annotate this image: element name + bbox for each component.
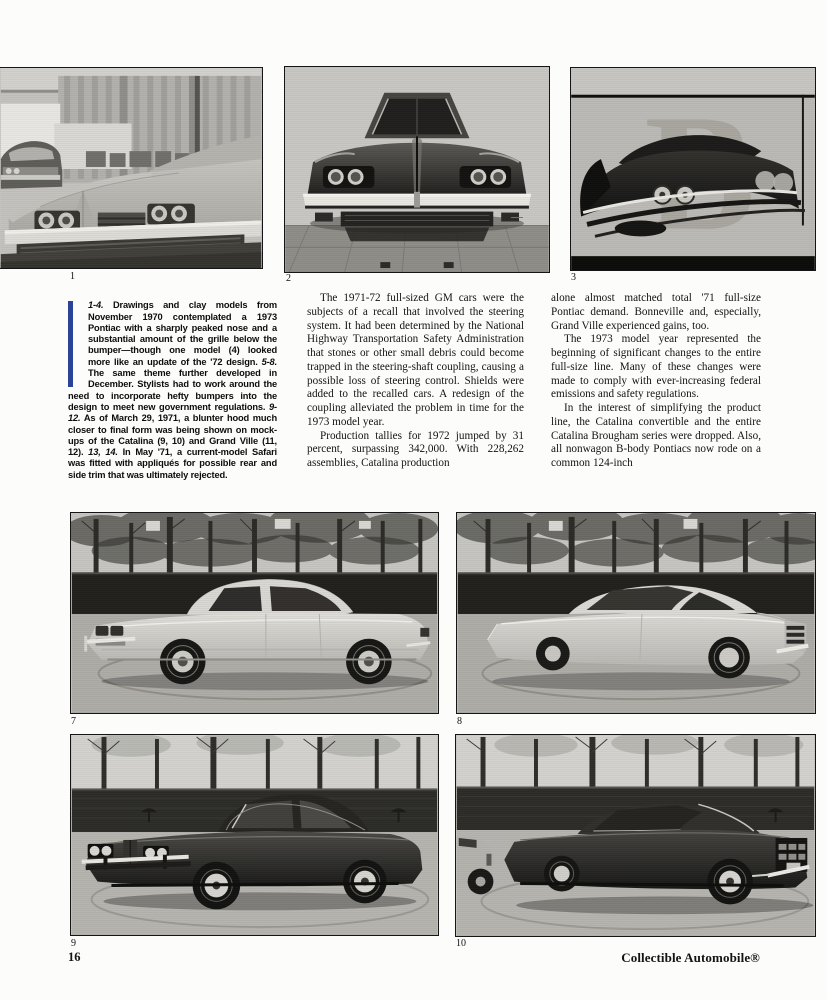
figure-7-photo — [70, 512, 439, 714]
body-paragraph: Production tallies for 1972 jumped by 31 percent, surpassing 342,000. With 228,262 assemblies, Catalina production — [307, 429, 524, 469]
figure-9-number: 9 — [71, 938, 76, 949]
body-paragraph: alone almost matched total '71 full-size Pontiac demand. Bonneville and, especially, Grand Ville experienced gains, too. — [551, 292, 761, 332]
tree-backdrop — [457, 513, 815, 572]
body-paragraph: The 1973 model year represented the beginning of significant changes to the entire full-size line. Many of these changes were made to comply with ever-increasing federal emissions and safety regulations. — [551, 333, 761, 401]
body-paragraph: The 1971-72 full-sized GM cars were the subjects of a recall that involved the steering system. It had been determined by the National Highway Transportation Safety Administration that stones or other small debris could become trapped in the steering-shaft coupling, causing a possible loss of steering control. Shields were added to the recalled cars. A redesign of the coupling alleviated the problem in time for the 1973 model year. — [307, 292, 524, 428]
caption-text: Drawings and clay models from November 1970 contemplated a 1973 Pontiac with a sharply peaked nose and a substantial amount of the grille below the bumper—though one model (4) looked more like an update of the '72 design. — [88, 300, 277, 367]
figure-3-photo — [570, 67, 816, 271]
clay-side-view-illustration — [71, 513, 438, 713]
caption-ref: 5-8. — [261, 356, 277, 367]
figure-10-photo — [455, 734, 816, 937]
caption-text: The same theme further developed in December. Stylists had to work around the need to incorporate hefty bumpers into the design to meet new government regulations. — [68, 368, 277, 412]
clay-model-studio-illustration — [0, 68, 262, 268]
magazine-title: Collectible Automobile® — [621, 950, 760, 965]
figure-7-number: 7 — [71, 716, 76, 727]
figure-8-photo — [456, 512, 816, 714]
figure-8-number: 8 — [457, 716, 462, 727]
dark-airbrush-rendering-illustration — [571, 68, 815, 270]
caption-ref: 9-12. — [68, 401, 277, 424]
bare-tree-backdrop — [72, 735, 437, 788]
caption-text: In May '71, a current-model Safari was fitted with appliqués for possible rear and side trim that was ultimately rejected. — [68, 447, 277, 480]
figure-10-number: 10 — [456, 938, 466, 949]
front-rendering-illustration — [285, 67, 549, 272]
page-number: 16 — [68, 950, 81, 964]
body-column-2 — [551, 292, 761, 471]
caption-bar — [68, 301, 73, 387]
figure-2-photo — [284, 66, 550, 273]
caption-ref: 13, 14. — [88, 447, 118, 458]
figure-caption — [68, 300, 277, 481]
clay-rear-view-illustration — [457, 513, 815, 713]
figure-1-photo — [0, 67, 263, 269]
tree-backdrop — [71, 513, 438, 572]
body-column-1 — [307, 292, 524, 471]
dark-car-rear-view-illustration — [456, 735, 815, 936]
caption-text: As of March 29, 1971, a blunter hood much closer to final form was being shown on mock-ups of the Catalina (9, 10) and Grand Ville (11, 12). — [68, 413, 277, 458]
bare-tree-backdrop — [457, 735, 814, 786]
caption-rule-float — [68, 300, 88, 390]
figure-2-number: 2 — [286, 273, 291, 284]
body-paragraph: In the interest of simplifying the product line, the Catalina convertible and the entire Catalina Brougham series were dropped. Also, all nonwagon B-body Pontiacs now rode on a common 124-inch — [551, 402, 761, 469]
figure-9-photo — [70, 734, 439, 936]
figure-1-number: 1 — [70, 271, 75, 282]
caption-ref: 1-4. — [88, 300, 104, 311]
figure-3-number: 3 — [571, 272, 576, 283]
dark-car-front-view-illustration — [71, 735, 438, 935]
